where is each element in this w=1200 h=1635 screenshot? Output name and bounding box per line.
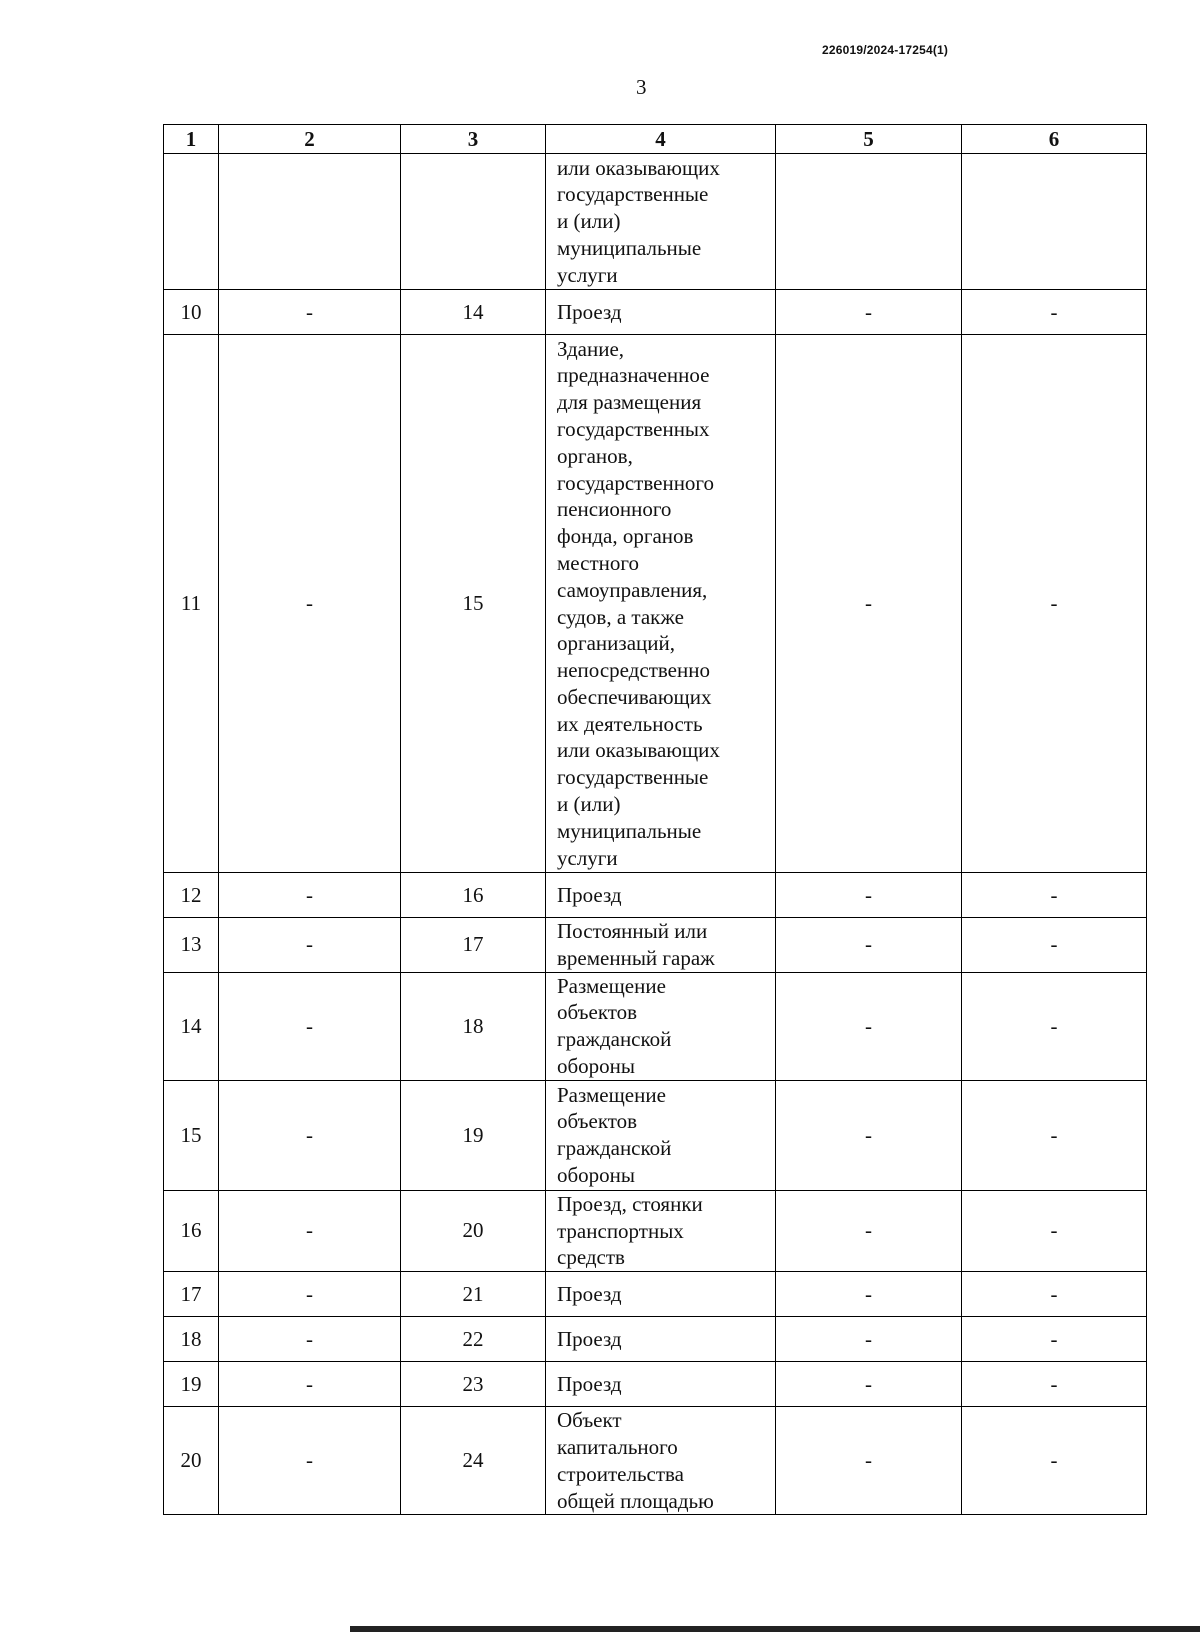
row-number-cell: 13: [164, 918, 219, 973]
cell-col3: [401, 154, 546, 290]
row-number-cell: 15: [164, 1080, 219, 1190]
table-row: [164, 1190, 1147, 1271]
cell-col6: -: [962, 873, 1147, 918]
cell-col2: -: [219, 1080, 401, 1190]
cell-col3: 16: [401, 873, 546, 918]
cell-col6: -: [962, 1317, 1147, 1362]
table-row: [164, 1080, 1147, 1190]
table-row: [164, 972, 1147, 1080]
land-plots-table-container: [163, 124, 1146, 1515]
cell-col6: [962, 154, 1147, 290]
row-number-cell: 14: [164, 972, 219, 1080]
cell-col3: 23: [401, 1362, 546, 1407]
description-cell: Проезд: [546, 1362, 776, 1407]
row-number-cell: 18: [164, 1317, 219, 1362]
row-number-cell: 19: [164, 1362, 219, 1407]
cell-col2: -: [219, 1190, 401, 1271]
table-row: [164, 873, 1147, 918]
table-row: [164, 154, 1147, 290]
cell-col5: -: [776, 1317, 962, 1362]
table-row: [164, 918, 1147, 973]
cell-col2: -: [219, 918, 401, 973]
cell-col6: -: [962, 1362, 1147, 1407]
description-cell: Размещение объектов гражданской обороны: [546, 972, 776, 1080]
row-number-cell: [164, 154, 219, 290]
description-cell: или оказывающих государственные и (или) муниципальные услуги: [546, 154, 776, 290]
row-number-cell: 10: [164, 290, 219, 335]
table-row: [164, 1317, 1147, 1362]
description-cell: Проезд, стоянки транспортных средств: [546, 1190, 776, 1271]
description-cell: Размещение объектов гражданской обороны: [546, 1080, 776, 1190]
cell-col6: -: [962, 1407, 1147, 1515]
cell-col5: -: [776, 972, 962, 1080]
cell-col2: [219, 154, 401, 290]
cell-col2: -: [219, 873, 401, 918]
document-number: 226019/2024-17254(1): [822, 43, 949, 57]
cell-col5: -: [776, 1080, 962, 1190]
row-number-cell: 20: [164, 1407, 219, 1515]
column-header: 2: [219, 125, 401, 154]
table-row: [164, 335, 1147, 873]
description-cell: Объект капитального строительства общей площадью: [546, 1407, 776, 1515]
cell-col6: -: [962, 1272, 1147, 1317]
table-row: [164, 1362, 1147, 1407]
description-cell: Проезд: [546, 290, 776, 335]
land-plots-table: [163, 124, 1147, 1515]
scan-edge-line: [350, 1626, 1200, 1632]
cell-col2: -: [219, 972, 401, 1080]
cell-col3: 24: [401, 1407, 546, 1515]
column-header: 4: [546, 125, 776, 154]
cell-col6: -: [962, 918, 1147, 973]
cell-col3: 17: [401, 918, 546, 973]
cell-col3: 15: [401, 335, 546, 873]
cell-col3: 21: [401, 1272, 546, 1317]
description-cell: Проезд: [546, 1317, 776, 1362]
column-header: 1: [164, 125, 219, 154]
description-cell: Проезд: [546, 873, 776, 918]
cell-col6: -: [962, 290, 1147, 335]
cell-col3: 18: [401, 972, 546, 1080]
row-number-cell: 16: [164, 1190, 219, 1271]
cell-col6: -: [962, 335, 1147, 873]
cell-col5: -: [776, 1362, 962, 1407]
cell-col5: -: [776, 335, 962, 873]
cell-col3: 14: [401, 290, 546, 335]
cell-col5: -: [776, 290, 962, 335]
cell-col5: -: [776, 1407, 962, 1515]
cell-col2: -: [219, 1362, 401, 1407]
cell-col2: -: [219, 335, 401, 873]
cell-col5: -: [776, 1272, 962, 1317]
cell-col2: -: [219, 1407, 401, 1515]
description-cell: Проезд: [546, 1272, 776, 1317]
table-row: [164, 290, 1147, 335]
table-row: [164, 1407, 1147, 1515]
page-number: 3: [636, 75, 647, 99]
cell-col2: -: [219, 290, 401, 335]
cell-col5: [776, 154, 962, 290]
column-header: 6: [962, 125, 1147, 154]
table-header-row: [164, 125, 1147, 154]
description-cell: Здание, предназначенное для размещения государственных органов, государственного пенсионного фонда, органов местного самоуправления, судов, а также организаций, непосредственно обеспечивающих их деятельность или оказывающих государственные и (или) муниципальные услуги: [546, 335, 776, 873]
cell-col3: 20: [401, 1190, 546, 1271]
cell-col2: -: [219, 1317, 401, 1362]
column-header: 5: [776, 125, 962, 154]
cell-col6: -: [962, 1190, 1147, 1271]
cell-col6: -: [962, 1080, 1147, 1190]
cell-col5: -: [776, 918, 962, 973]
cell-col2: -: [219, 1272, 401, 1317]
row-number-cell: 17: [164, 1272, 219, 1317]
row-number-cell: 12: [164, 873, 219, 918]
cell-col3: 22: [401, 1317, 546, 1362]
description-cell: Постоянный или временный гараж: [546, 918, 776, 973]
table-row: [164, 1272, 1147, 1317]
cell-col5: -: [776, 873, 962, 918]
cell-col3: 19: [401, 1080, 546, 1190]
cell-col5: -: [776, 1190, 962, 1271]
cell-col6: -: [962, 972, 1147, 1080]
row-number-cell: 11: [164, 335, 219, 873]
column-header: 3: [401, 125, 546, 154]
